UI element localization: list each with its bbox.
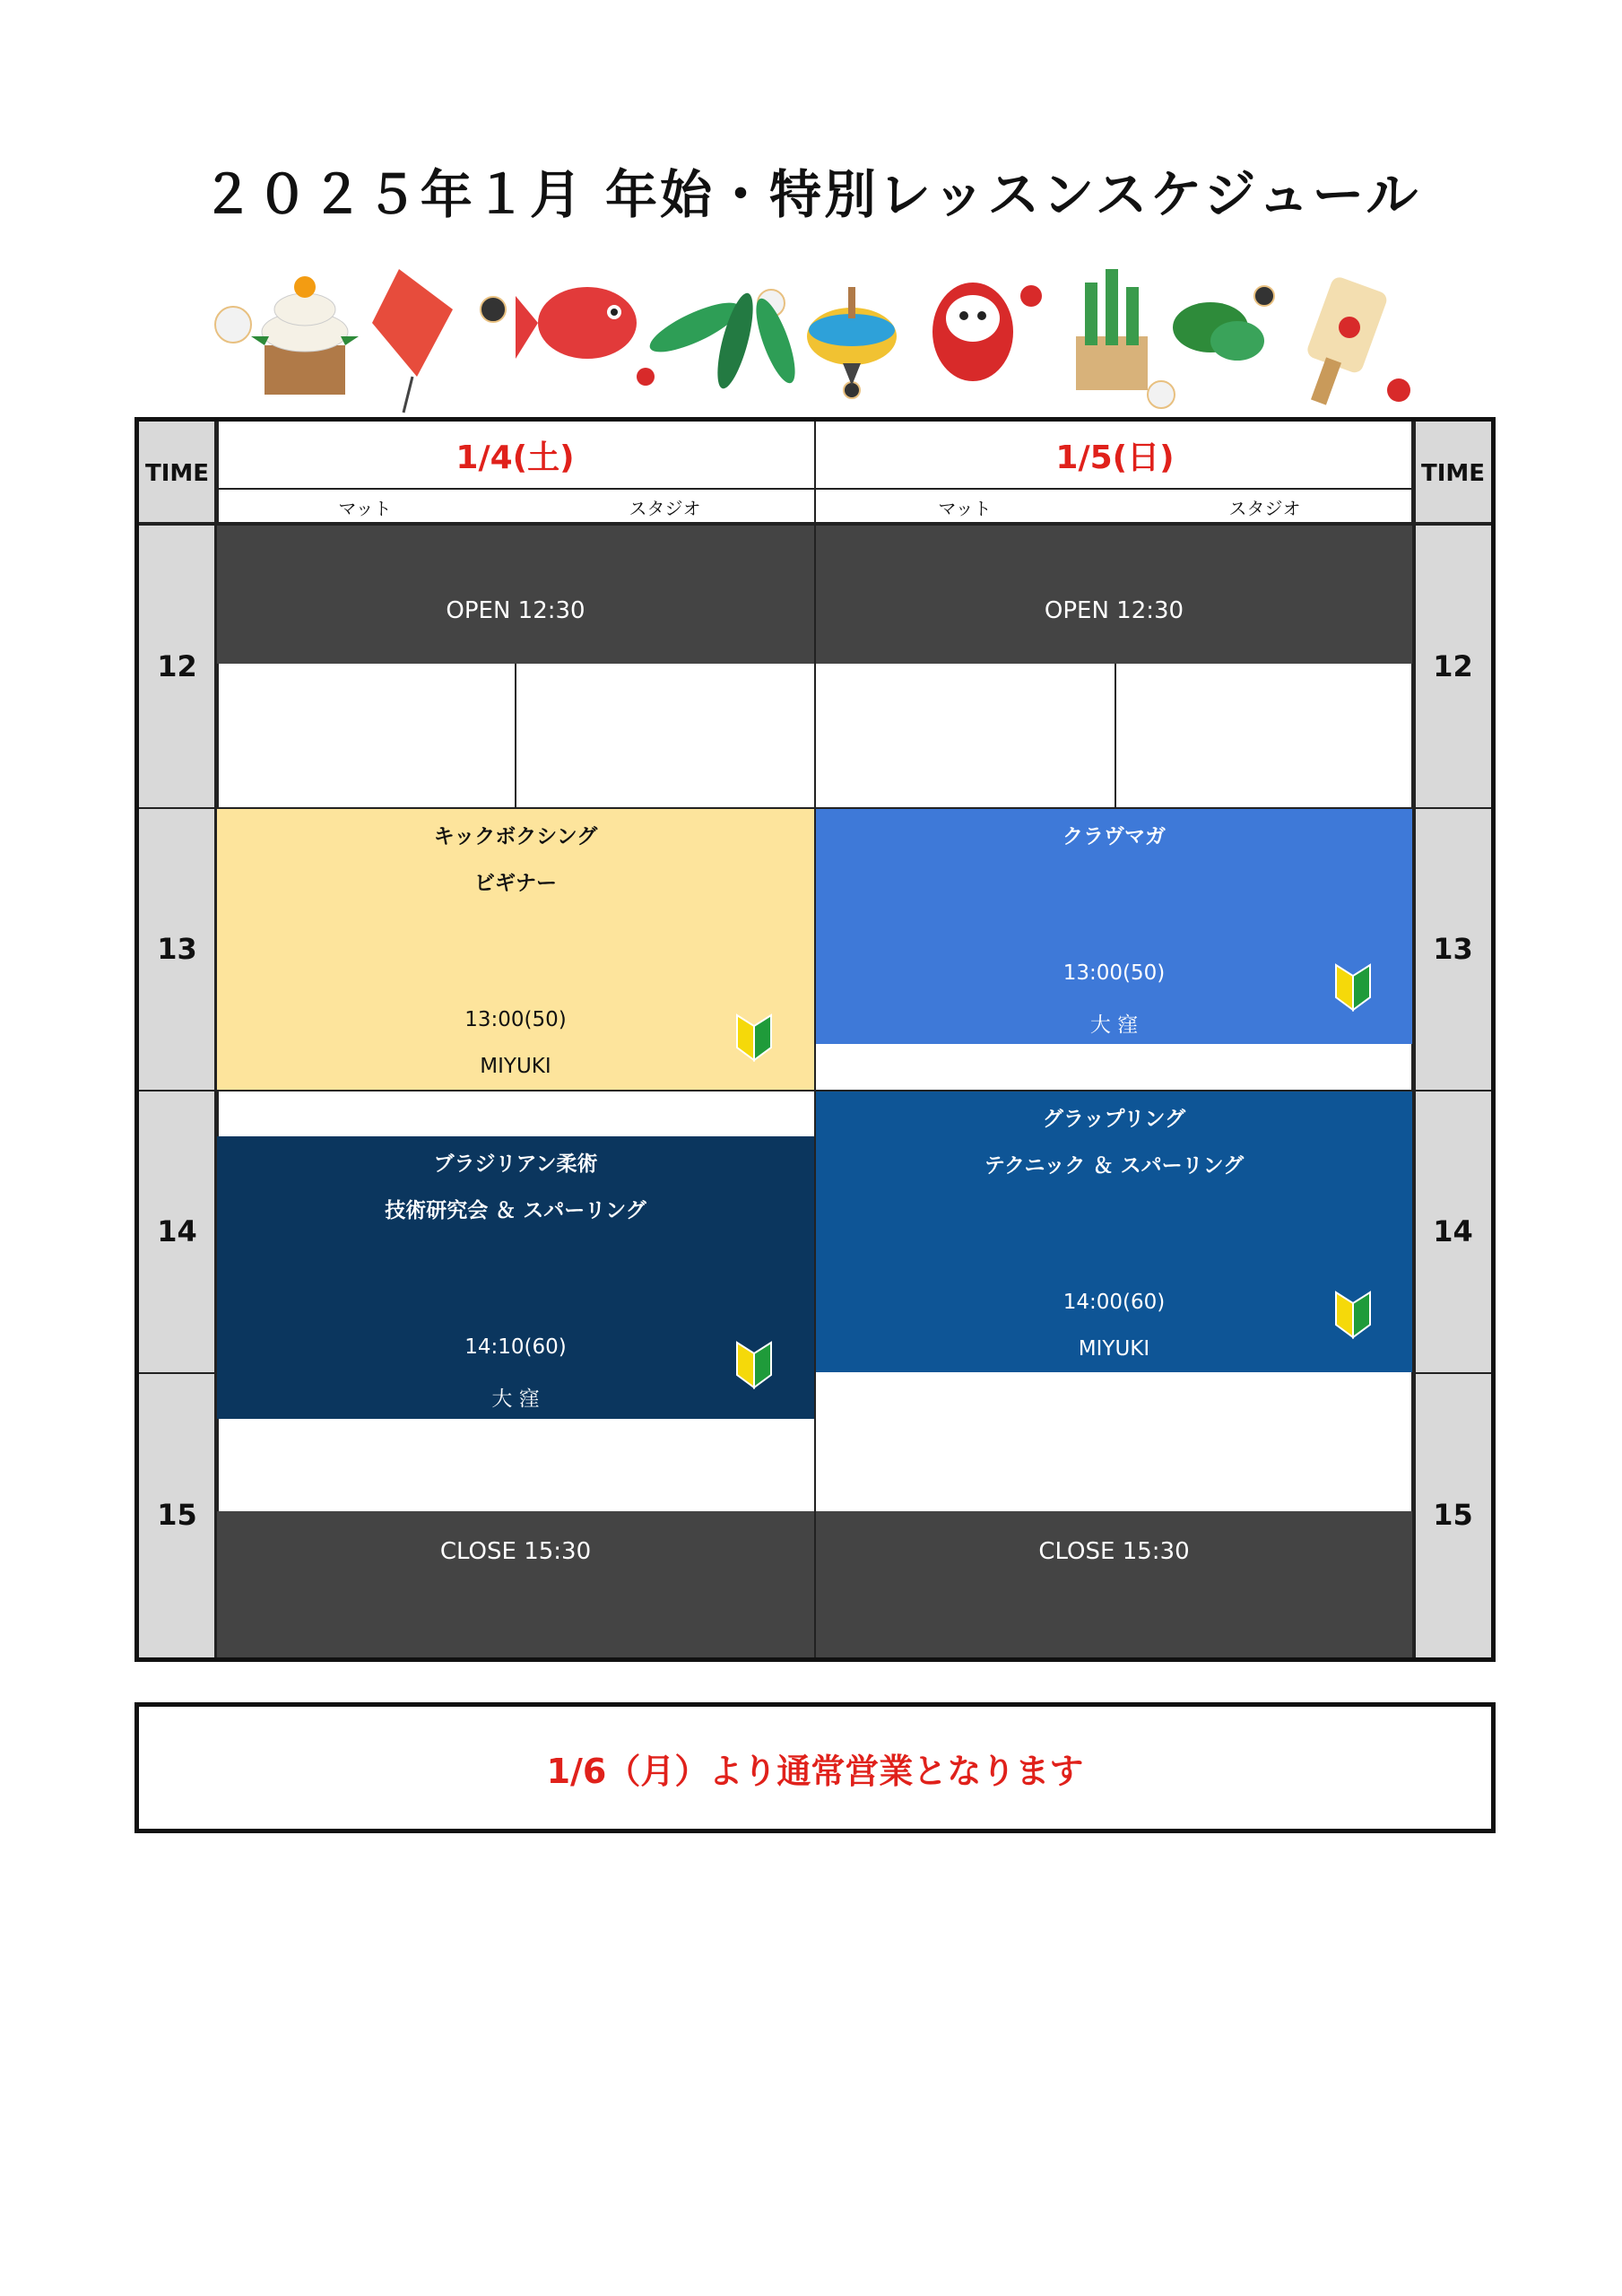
hour-label: 13 (157, 931, 197, 966)
lesson-title: クラヴマガ (1063, 825, 1166, 848)
close-label: CLOSE 15:30 (1038, 1538, 1190, 1565)
lesson-instructor: 大 窪 (491, 1387, 540, 1411)
beginner-mark-icon (735, 1013, 773, 1062)
divider (215, 488, 1415, 490)
lesson-krav-maga (816, 809, 1412, 1044)
sea-bream-icon (516, 287, 637, 359)
lesson-instructor: MIYUKI (480, 1055, 551, 1078)
close-block (217, 1511, 814, 1657)
sub-header: スタジオ (629, 497, 701, 519)
divider (1415, 1372, 1491, 1374)
lesson-subtitle: ビギナー (474, 872, 557, 895)
lesson-bjj (217, 1136, 814, 1419)
lesson-time: 14:10(60) (464, 1335, 567, 1359)
sub-header: マット (338, 497, 392, 519)
page-title: ２０２５年１月 年始・特別レッスンスケジュール (201, 164, 1421, 225)
hour-label: 15 (157, 1498, 197, 1532)
hour-label: 12 (157, 648, 197, 683)
beginner-mark-icon (735, 1341, 773, 1389)
open-block (816, 526, 1412, 664)
lesson-title: グラップリング (1042, 1108, 1186, 1131)
open-label: OPEN 12:30 (1044, 597, 1184, 624)
kite-icon (372, 269, 453, 413)
sub-header: スタジオ (1228, 497, 1301, 519)
hagoita-icon (1305, 275, 1390, 405)
kagami-mochi-icon (251, 276, 359, 395)
lesson-time: 14:00(60) (1063, 1291, 1166, 1314)
divider (139, 807, 215, 809)
close-block (816, 1511, 1412, 1657)
notice-text: 1/6（月）より通常営業となります (546, 1751, 1084, 1791)
kadomatsu-icon (1076, 269, 1148, 390)
close-label: CLOSE 15:30 (439, 1538, 592, 1565)
schedule-grid (134, 417, 1496, 1662)
lesson-instructor: 大 窪 (1089, 1013, 1139, 1037)
daruma-icon (932, 283, 1013, 381)
day-header: 1/4(土) (455, 439, 575, 476)
notice-box (134, 1702, 1496, 1833)
hour-label: 12 (1433, 648, 1473, 683)
divider (1415, 1090, 1491, 1091)
time-header-right: TIME (1420, 459, 1486, 487)
lesson-subtitle: テクニック ＆ スパーリング (984, 1154, 1245, 1178)
sub-header: マット (938, 497, 992, 519)
new-year-decorations (193, 260, 1430, 417)
hour-label: 14 (157, 1213, 197, 1248)
lesson-time: 13:00(50) (1063, 961, 1166, 985)
divider (1115, 664, 1116, 807)
beginner-mark-icon (1334, 1291, 1372, 1339)
open-label: OPEN 12:30 (446, 597, 585, 624)
divider (139, 1090, 215, 1091)
lesson-subtitle: 技術研究会 ＆ スパーリング (385, 1199, 646, 1222)
lesson-grappling (816, 1091, 1412, 1372)
beginner-mark-icon (1334, 963, 1372, 1012)
lesson-instructor: MIYUKI (1078, 1337, 1150, 1361)
lesson-time: 13:00(50) (464, 1008, 567, 1031)
divider (515, 664, 516, 807)
hour-label: 13 (1433, 931, 1473, 966)
spinning-top-icon (807, 287, 897, 386)
lesson-title: ブラジリアン柔術 (433, 1152, 598, 1176)
hour-label: 14 (1433, 1213, 1473, 1248)
open-block (217, 526, 814, 664)
time-header-left: TIME (144, 459, 210, 487)
pine-icon (1173, 302, 1264, 361)
hour-label: 15 (1433, 1498, 1473, 1532)
divider (1415, 807, 1491, 809)
lesson-title: キックボクシング (433, 825, 598, 848)
day-header: 1/5(日) (1055, 439, 1175, 476)
lesson-kickboxing (217, 809, 814, 1090)
divider (139, 1372, 215, 1374)
